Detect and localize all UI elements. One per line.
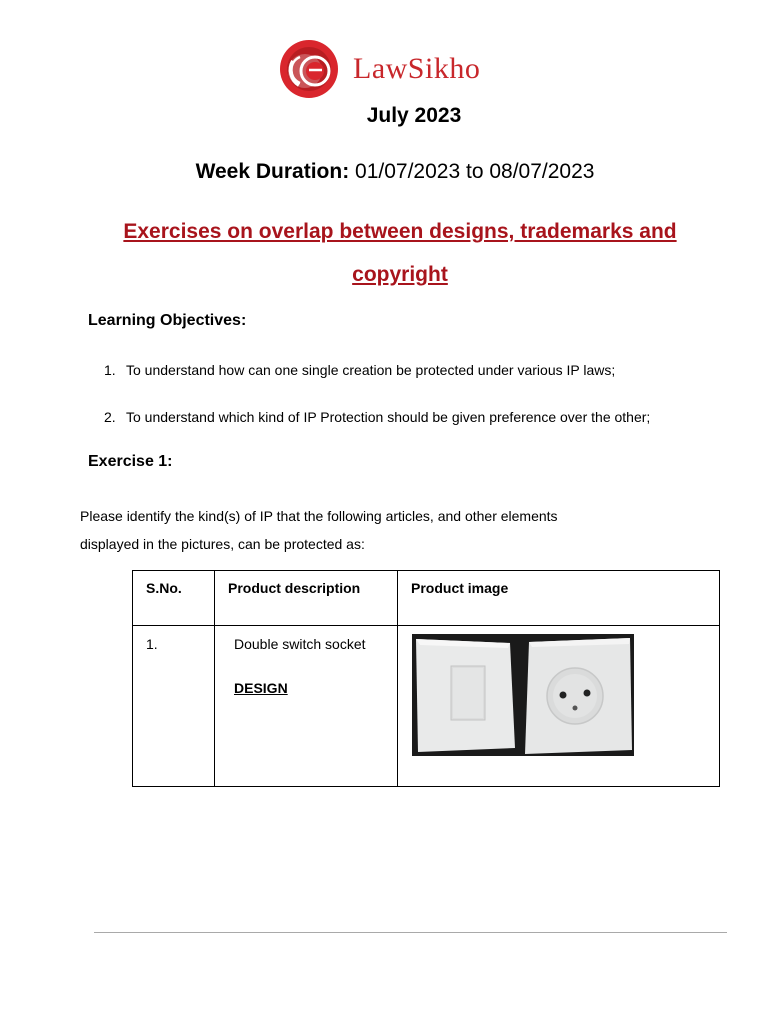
header-product-image: Product image (398, 571, 720, 626)
exercise-heading: Exercise 1: (88, 453, 173, 470)
objective-text: To understand which kind of IP Protection should be given preference over the other; (126, 409, 651, 425)
row-answer: DESIGN (234, 680, 288, 696)
week-duration (0, 160, 768, 184)
objective-item (104, 362, 615, 378)
table-header-row (133, 571, 720, 626)
document-title: Exercises on overlap between designs, trademarks and copyright (123, 220, 677, 286)
objective-number: 2. (104, 409, 116, 425)
row-description-cell (215, 626, 398, 787)
learning-objectives-heading: Learning Objectives: (88, 312, 247, 329)
products-table (132, 570, 720, 787)
objective-item (104, 409, 650, 425)
document-month: July 2023 (366, 104, 462, 127)
header-sno: S.No. (133, 571, 215, 626)
table-row (133, 626, 720, 787)
objective-number: 1. (104, 362, 116, 378)
row-description: Double switch socket (234, 636, 366, 652)
header-product-description: Product description (215, 571, 398, 626)
week-duration-range: 01/07/2023 to 08/07/2023 (355, 160, 595, 183)
exercise-intro-line: Please identify the kind(s) of IP that the following articles, and other elements (80, 508, 558, 524)
exercise-intro-line: displayed in the pictures, can be protected as: (80, 536, 365, 552)
double-switch-socket-image (412, 634, 634, 756)
logo (279, 38, 480, 100)
objective-text: To understand how can one single creation be protected under various IP laws; (126, 362, 616, 378)
week-duration-label: Week Duration: (195, 160, 350, 183)
lawsikho-logo-icon (279, 39, 339, 99)
row-sno: 1. (133, 626, 215, 787)
exercise-intro (80, 502, 640, 558)
logo-text: LawSikho (353, 52, 481, 85)
row-image-cell (398, 626, 720, 787)
footer-divider (94, 932, 727, 933)
